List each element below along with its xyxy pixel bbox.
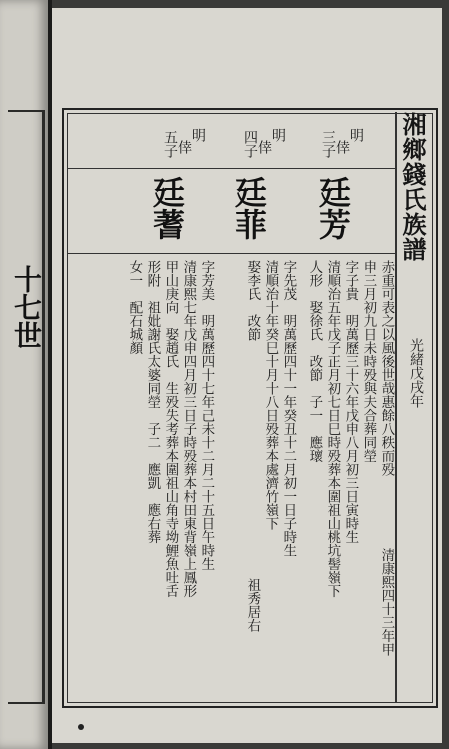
text-col-4: 清順治五年戊子正月初七日巳時殁葬本圍祖山桃坑髻嶺下 [324,260,341,598]
row-divider-names [68,253,395,254]
margin-divider [395,112,397,702]
text-col-6: 字先茂 明萬歷四十一年癸丑十二月初一日子時生 [280,260,297,557]
generation-label: 十七世 [10,265,43,349]
parent-col-1-top: 明 [348,128,364,142]
parent-col-1-mid: 倖 [334,140,350,154]
name-tingfang: 廷芳 [314,176,352,240]
text-col-8-tail: 祖秀居右 [244,578,261,632]
text-col-10: 清康熙七年戊申四月初三日子時殁葬本村田東背嶺上鳳形 [180,260,197,598]
parent-col-2-top: 明 [270,128,286,142]
book-title: 湘鄉錢氏族譜 [398,112,427,262]
text-col-1-tail: 清康熙四十三年甲 [378,548,395,656]
genealogy-page [52,8,442,743]
text-col-3: 字子貴 明萬歷三十六年戊申八月初三日寅時生 [342,260,359,544]
text-col-8: 娶李氏 改節 [244,260,261,341]
parent-col-2-bottom: 四子 [242,130,258,158]
text-col-5: 人形 娶徐氏 改節 子一 應瓌 [306,260,323,463]
text-col-1: 赤重可表之以風後世哉惠餘八秩而殁 [378,260,395,476]
parent-col-2-mid: 倖 [256,140,272,154]
text-col-9: 字芳美 明萬歷四十七年己未十二月二十五日午時生 [198,260,215,571]
parent-col-3-bottom: 五子 [162,130,178,158]
name-tingfei: 廷菲 [230,176,268,240]
text-col-12: 形附 祖妣謝氏太婆同塋 子二 應凱 應右葬 [144,260,161,544]
parent-col-3-mid: 倖 [176,140,192,154]
facing-page-border [8,110,45,704]
row-divider-parents [68,168,395,169]
text-col-13: 女一 配石城顏 [126,260,143,355]
text-col-7: 清順治十年癸巳十月十八日殁葬本處濟竹嶺下 [262,260,279,530]
edition-year: 光緒戊戌年 [408,338,424,408]
name-tingshi: 廷蓍 [148,176,186,240]
parent-col-3-top: 明 [190,128,206,142]
text-col-11: 甲山庚向 娶趙氏 生殁失考葬本圍祖山角寺坳鯉魚吐舌 [162,260,179,598]
facing-page [0,0,48,749]
text-col-2: 申三月初九日未時殁與夫合葬同塋 [360,260,377,463]
page-dot [78,724,84,730]
parent-col-1-bottom: 三子 [320,130,336,158]
